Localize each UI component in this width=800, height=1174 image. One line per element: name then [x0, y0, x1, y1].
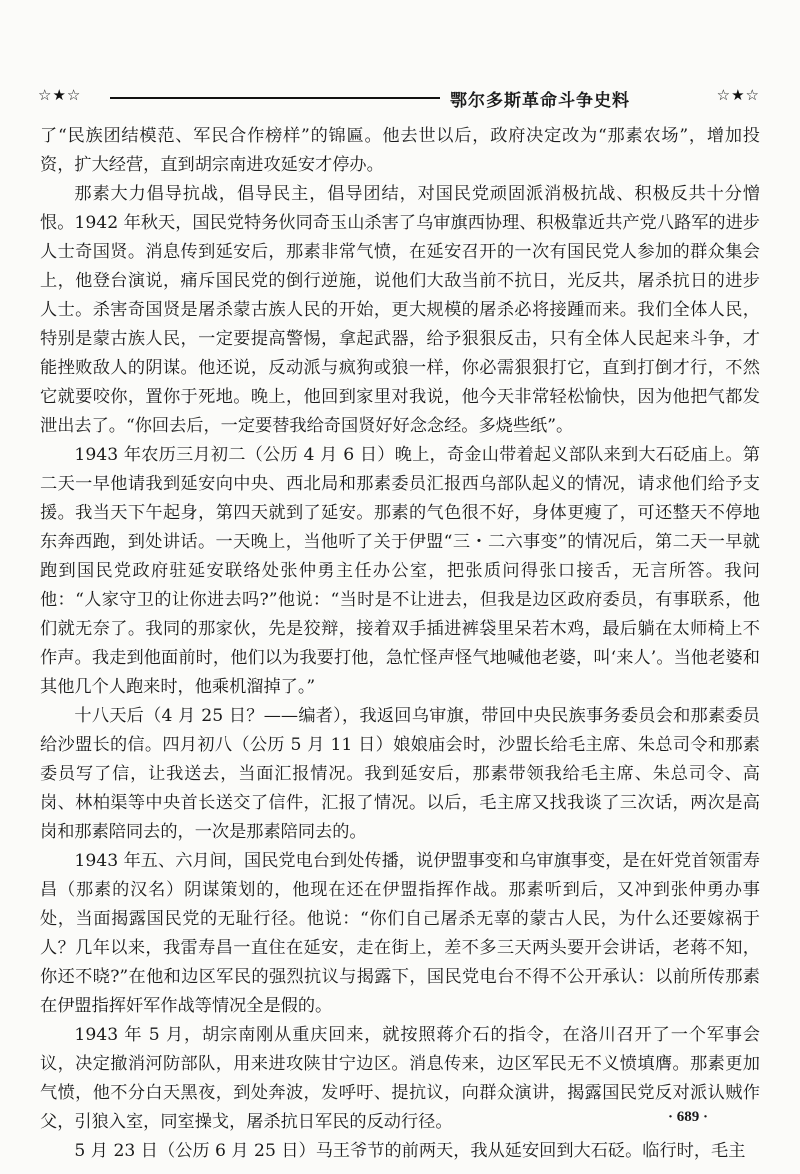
header-rule [110, 97, 440, 99]
paragraph-6: 1943 年 5 月，胡宗南刚从重庆回来，就按照蒋介石的指令，在洛川召开了一个军事会议，决定撤消河防部队，用来进攻陕甘宁边区。消息传来，边区军民无不义愤填膺。那素更加气愤，他不分白天黑夜，到处奔波，发呼吁、提抗议，向群众演讲，揭露国民党反对派认贼作父，引狼入室，同室操戈，屠杀抗日军民的反动行径。 [40, 1025, 760, 1132]
running-header [38, 86, 760, 112]
paragraph-4: 十八天后（4 月 25 日？——编者），我返回乌审旗，带回中央民族事务委员会和那素委员给沙盟长的信。四月初八（公历 5 月 11 日）娘娘庙会时，沙盟长给毛主席、朱总司令和那素委员写了信，让我送去，当面汇报情况。我到延安后，那素带领我给毛主席、朱总司令、高岗、林柏渠等中央首长送交了信件，汇报了情况。以后，毛主席又找我谈了三次话，两次是高岗和那素陪同去的，一次是那素陪同去的。 [40, 706, 760, 842]
paragraph-1: 了“民族团结模范、军民合作榜样”的锦匾。他去世以后，政府决定改为“那素农场”，增加投资，扩大经营，直到胡宗南进攻延安才停办。 [40, 126, 760, 175]
header-title: 鄂尔多斯革命斗争史料 [450, 91, 630, 111]
body-text [40, 122, 760, 1166]
paragraph-3: 1943 年农历三月初二（公历 4 月 6 日）晚上，奇金山带着起义部队来到大石砭庙上。第二天一早他请我到延安向中央、西北局和那素委员汇报西乌部队起义的情况，请求他们给予支援。我当天下午起身，第四天就到了延安。那素的气色很不好，身体更瘦了，可还整天不停地东奔西跑，到处讲话。一天晚上，当他听了关于伊盟“三・二六事变”的情况后，第二天一早就跑到国民党政府驻延安联络处张仲勇主任办公室，把张质问得张口接舌，无言所答。我问他：“人家守卫的让你进去吗?”他说：“当时是不让进去，但我是边区政府委员，有事联系，他们就无奈了。我同的那家伙，先是狡辩，接着双手插进裤袋里呆若木鸡，最后躺在太师椅上不作声。我走到他面前时，他们以为我要打他，急忙怪声怪气地喊他老婆，叫‘来人’。当他老婆和其他几个人跑来时，他乘机溜掉了。” [40, 445, 760, 697]
header-stars-left: ☆★☆ [38, 86, 82, 104]
header-stars-right: ☆★☆ [716, 86, 760, 104]
paragraph-7: 5 月 23 日（公历 6 月 25 日）马王爷节的前两天，我从延安回到大石砭。临行时，毛主 [74, 1141, 746, 1161]
paragraph-2: 那素大力倡导抗战，倡导民主，倡导团结，对国民党顽固派消极抗战、积极反共十分憎恨。1942 年秋天，国民党特务伙同奇玉山杀害了乌审旗西协理、积极靠近共产党八路军的进步人士奇国贤。消息传到延安后，那素非常气愤，在延安召开的一次有国民党人参加的群众集会上，他登台演说，痛斥国民党的倒行逆施，说他们大敌当前不抗日，光反共，屠杀抗日的进步人士。杀害奇国贤是屠杀蒙古族人民的开始，更大规模的屠杀必将接踵而来。我们全体人民，特别是蒙古族人民，一定要提高警惕，拿起武器，给予狠狠反击，只有全体人民起来斗争，才能挫败敌人的阴谋。他还说，反动派与疯狗或狼一样，你必需狠狠打它，直到打倒才行，不然它就要咬你，置你于死地。晚上，他回到家里对我说，他今天非常轻松愉快，因为他把气都发泄出去了。“你回去后，一定要替我给奇国贤好好念念经。多烧些纸”。 [40, 184, 760, 436]
page-number: · 689 · [667, 1109, 708, 1125]
paragraph-5: 1943 年五、六月间，国民党电台到处传播，说伊盟事变和乌审旗事变，是在奸党首领雷寿昌（那素的汉名）阴谋策划的，他现在还在伊盟指挥作战。那素听到后，又冲到张仲勇办事处，当面揭露国民党的无耻行径。他说：“你们自己屠杀无辜的蒙古人民，为什么还要嫁祸于人？几年以来，我雷寿昌一直住在延安，走在街上，差不多三天两头要开会讲话，老蒋不知，你还不晓?”在他和边区军民的强烈抗议与揭露下，国民党电台不得不公开承认：以前所传那素在伊盟指挥奸军作战等情况全是假的。 [40, 851, 760, 1016]
